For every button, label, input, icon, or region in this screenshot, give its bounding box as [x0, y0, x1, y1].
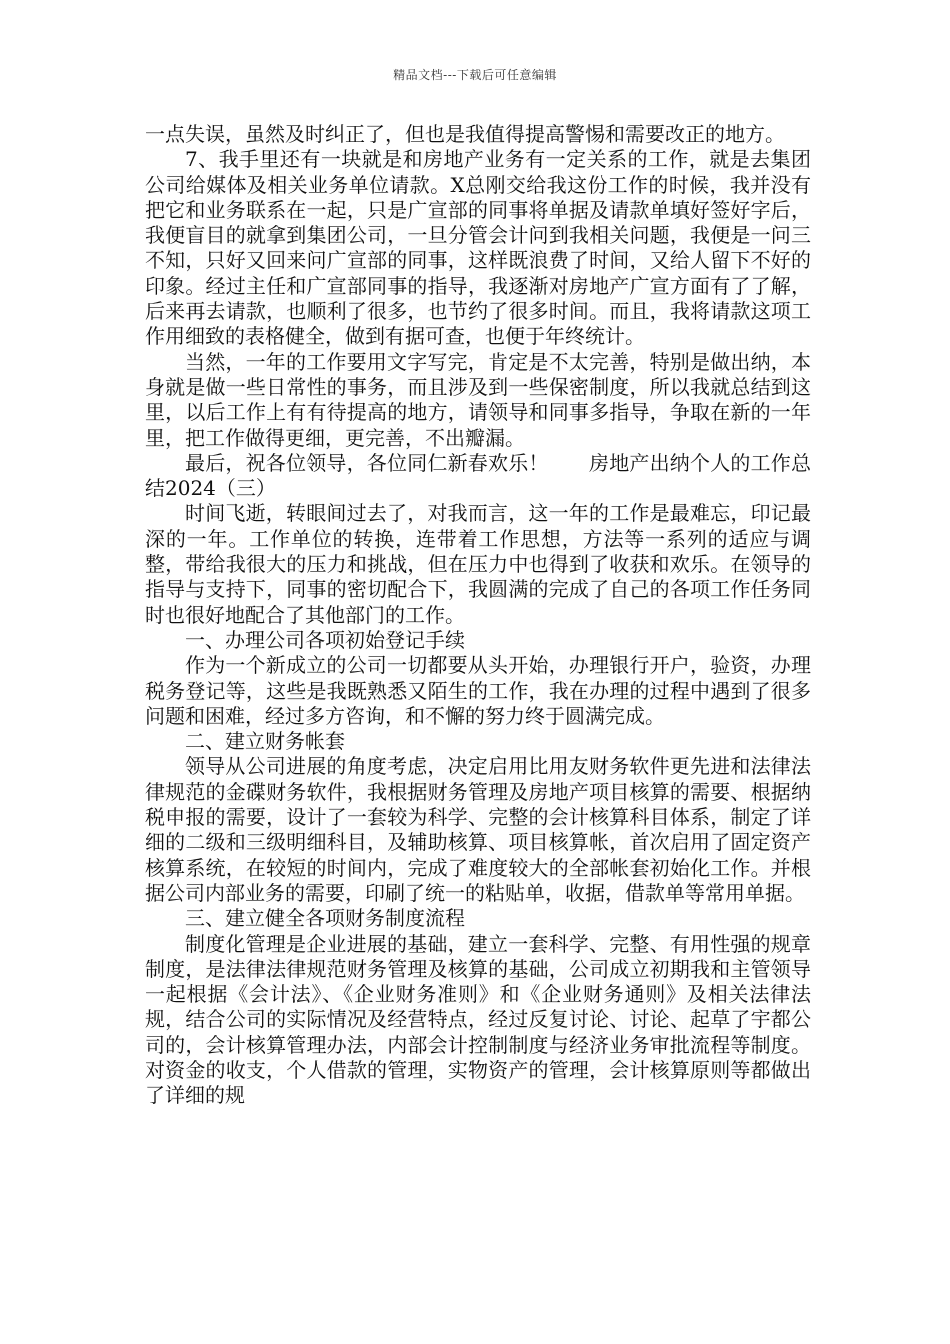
document-body	[145, 122, 811, 1109]
section-heading-2: 二、建立财务帐套	[185, 729, 345, 754]
paragraph-conclusion: 当然，一年的工作要用文字写完，肯定是不太完善，特别是做出纳，本身就是做一些日常性的事务，而且涉及到一些保密制度，所以我就总结到这里，以后工作上有有待提高的地方，请领导和同事多指导，争取在新的一年里，把工作做得更细，更完善，不出瓣漏。	[145, 349, 811, 450]
page-header: 精品文档---下载后可任意编辑	[393, 68, 557, 82]
paragraph-item-7: 7、我手里还有一块就是和房地产业务有一定关系的工作，就是去集团公司给媒体及相关业务单位请款。X总刚交给我这份工作的时候，我并没有把它和业务联系在一起，只是广宣部的同事将单据及请款单填好签好字后，我便盲目的就拿到集团公司，一旦分管会计问到我相关问题，我便是一问三不知，只好又回来问广宣部的同事，这样既浪费了时间，又给人留下不好的印象。经过主任和广宣部同事的指导，我逐渐对房地产广宣方面有了了解，后来再去请款，也顺利了很多，也节约了很多时间。而且，我将请款这项工作用细致的表格健全，做到有据可查，也便于年终统计。	[145, 147, 811, 349]
paragraph-intro: 时间飞逝，转眼间过去了，对我而言，这一年的工作是最难忘，印记最深的一年。工作单位的转换，连带着工作思想，方法等一系列的适应与调整，带给我很大的压力和挑战，但在压力中也得到了收获和欢乐。在领导的指导与支持下，同事的密切配合下，我圆满的完成了自己的各项工作任务同时也很好地配合了其他部门的工作。	[145, 501, 811, 627]
paragraph-greeting-and-title: 最后，祝各位领导，各位同仁新春欢乐！ 房地产出纳个人的工作总结2024（三）	[145, 450, 811, 501]
paragraph-continuation: 一点失误，虽然及时纠正了，但也是我值得提高警惕和需要改正的地方。	[145, 122, 785, 146]
paragraph-section-2: 领导从公司进展的角度考虑，决定启用比用友财务软件更先进和法律法律规范的金碟财务软件，我根据财务管理及房地产项目核算的需要、根据纳税申报的需要，设计了一套较为科学、完整的会计核算科目体系，制定了详细的二级和三级明细科目，及辅助核算、项目核算帐，首次启用了固定资产核算系统，在较短的时间内，完成了难度较大的全部帐套初始化工作。并根据公司内部业务的需要，印刷了统一的粘贴单，收据，借款单等常用单据。	[145, 754, 811, 905]
section-heading-1: 一、办理公司各项初始登记手续	[185, 627, 465, 652]
paragraph-section-1: 作为一个新成立的公司一切都要从头开始，办理银行开户，验资，办理税务登记等，这些是我既熟悉又陌生的工作，我在办理的过程中遇到了很多问题和困难，经过多方咨询，和不懈的努力终于圆满完成。	[145, 653, 811, 728]
section-heading-3: 三、建立健全各项财务制度流程	[185, 906, 465, 931]
paragraph-section-3: 制度化管理是企业进展的基础，建立一套科学、完整、有用性强的规章制度，是法律法律规范财务管理及核算的基础，公司成立初期我和主管领导一起根据《会计法》、《企业财务准则》和《企业财务通则》及相关法律法规，结合公司的实际情况及经营特点，经过反复讨论、讨论、起草了宇都公司的，会计核算管理办法，内部会计控制制度与经济业务审批流程等制度。对资金的收支，个人借款的管理，实物资产的管理，会计核算原则等都做出了详细的规	[145, 931, 811, 1108]
